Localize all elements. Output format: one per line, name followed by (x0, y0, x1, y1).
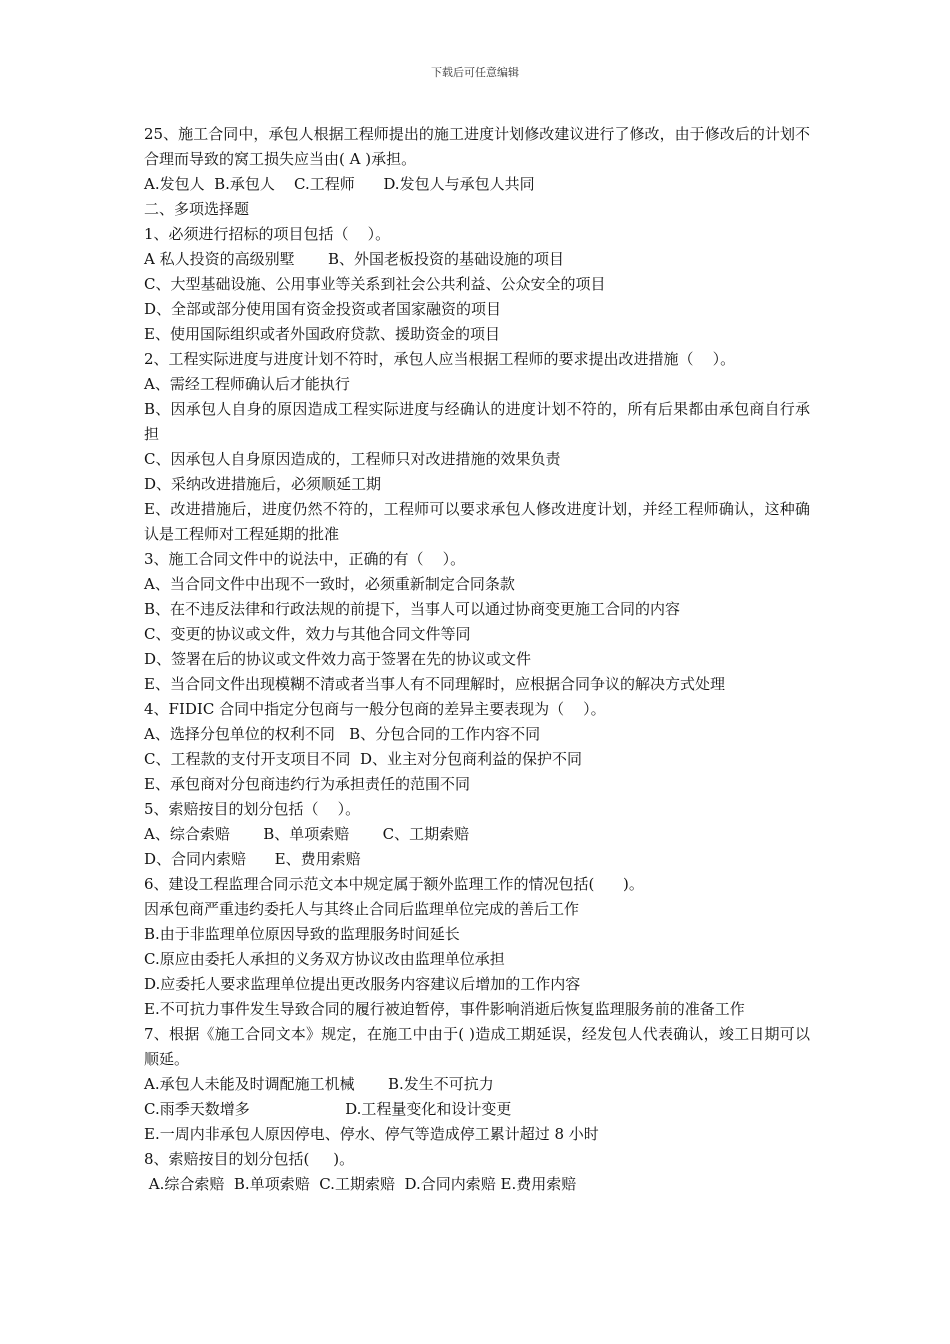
mq4-stem: 4、FIDIC 合同中指定分包商与一般分包商的差异主要表现为（ ）。 (144, 700, 606, 718)
mq3-stem: 3、施工合同文件中的说法中，正确的有（ ）。 (144, 550, 466, 568)
mq6-option-a: 因承包商严重违约委托人与其终止合同后监理单位完成的善后工作 (144, 900, 580, 918)
mq8-options: A.综合索赔 B.单项索赔 C.工期索赔 D.合同内索赔 E.费用索赔 (144, 1175, 577, 1193)
question-25-stem: 25、施工合同中，承包人根据工程师提出的施工进度计划修改建议进行了修改，由于修改后的计划不合理而导致的窝工损失应当由( A )承担。 (144, 125, 810, 168)
mq3-option-d: D、签署在后的协议或文件效力高于签署在先的协议或文件 (144, 650, 532, 668)
mq2-option-c: C、因承包人自身原因造成的，工程师只对改进措施的效果负责 (144, 450, 561, 468)
mq3-option-c: C、变更的协议或文件，效力与其他合同文件等同 (144, 625, 471, 643)
mq6-stem: 6、建设工程监理合同示范文本中规定属于额外监理工作的情况包括( )。 (144, 875, 644, 893)
mq3-option-a: A、当合同文件中出现不一致时，必须重新制定合同条款 (144, 575, 515, 593)
mq1-option-e: E、使用国际组织或者外国政府贷款、援助资金的项目 (144, 325, 500, 343)
mq2-stem: 2、工程实际进度与进度计划不符时，承包人应当根据工程师的要求提出改进措施（ ）。 (144, 350, 736, 368)
mq1-option-ab: A 私人投资的高级别墅 B、外国老板投资的基础设施的项目 (144, 250, 565, 268)
mq6-option-c: C.原应由委托人承担的义务双方协议改由监理单位承担 (144, 950, 505, 968)
mq4-option-e: E、承包商对分包商违约行为承担责任的范围不同 (144, 775, 470, 793)
mq2-option-b: B、因承包人自身的原因造成工程实际进度与经确认的进度计划不符的，所有后果都由承包商自行承担 (144, 400, 810, 443)
question-25-options: A.发包人 B.承包人 C.工程师 D.发包人与承包人共同 (144, 175, 535, 193)
mq6-option-e: E.不可抗力事件发生导致合同的履行被迫暂停，事件影响消逝后恢复监理服务前的准备工作 (144, 1000, 745, 1018)
mq5-stem: 5、索赔按目的划分包括（ ）。 (144, 800, 361, 818)
mq1-stem: 1、必须进行招标的项目包括（ ）。 (144, 225, 391, 243)
mq2-option-d: D、采纳改进措施后，必须顺延工期 (144, 475, 382, 493)
mq5-option-de: D、合同内索赔 E、费用索赔 (144, 850, 361, 868)
mq2-option-e: E、改进措施后，进度仍然不符的，工程师可以要求承包人修改进度计划，并经工程师确认，这种确认是工程师对工程延期的批准 (144, 500, 810, 543)
mq7-option-e: E.一周内非承包人原因停电、停水、停气等造成停工累计超过 8 小时 (144, 1125, 599, 1143)
section-title: 二、多项选择题 (144, 200, 250, 218)
mq6-option-d: D.应委托人要求监理单位提出更改服务内容建议后增加的工作内容 (144, 975, 581, 993)
mq1-option-d: D、全部或部分使用国有资金投资或者国家融资的项目 (144, 300, 502, 318)
mq6-option-b: B.由于非监理单位原因导致的监理服务时间延长 (144, 925, 460, 943)
mq2-option-a: A、需经工程师确认后才能执行 (144, 375, 350, 393)
mq1-option-c: C、大型基础设施、公用事业等关系到社会公共利益、公众安全的项目 (144, 275, 606, 293)
mq4-option-cd: C、工程款的支付开支项目不同 D、业主对分包商利益的保护不同 (144, 750, 583, 768)
mq4-option-ab: A、选择分包单位的权利不同 B、分包合同的工作内容不同 (144, 725, 541, 743)
mq7-option-ab: A.承包人未能及时调配施工机械 B.发生不可抗力 (144, 1075, 494, 1093)
mq7-stem: 7、根据《施工合同文本》规定，在施工中由于( )造成工期延误，经发包人代表确认，竣工日期可以顺延。 (144, 1025, 810, 1068)
page-header: 下载后可任意编辑 (431, 66, 519, 79)
mq8-stem: 8、索赔按目的划分包括( )。 (144, 1150, 355, 1168)
document-body (144, 122, 810, 1197)
mq3-option-e: E、当合同文件出现模糊不清或者当事人有不同理解时，应根据合同争议的解决方式处理 (144, 675, 725, 693)
mq3-option-b: B、在不违反法律和行政法规的前提下，当事人可以通过协商变更施工合同的内容 (144, 600, 681, 618)
mq7-option-cd: C.雨季天数增多 D.工程量变化和设计变更 (144, 1100, 512, 1118)
mq5-option-abc: A、综合索赔 B、单项索赔 C、工期索赔 (144, 825, 470, 843)
